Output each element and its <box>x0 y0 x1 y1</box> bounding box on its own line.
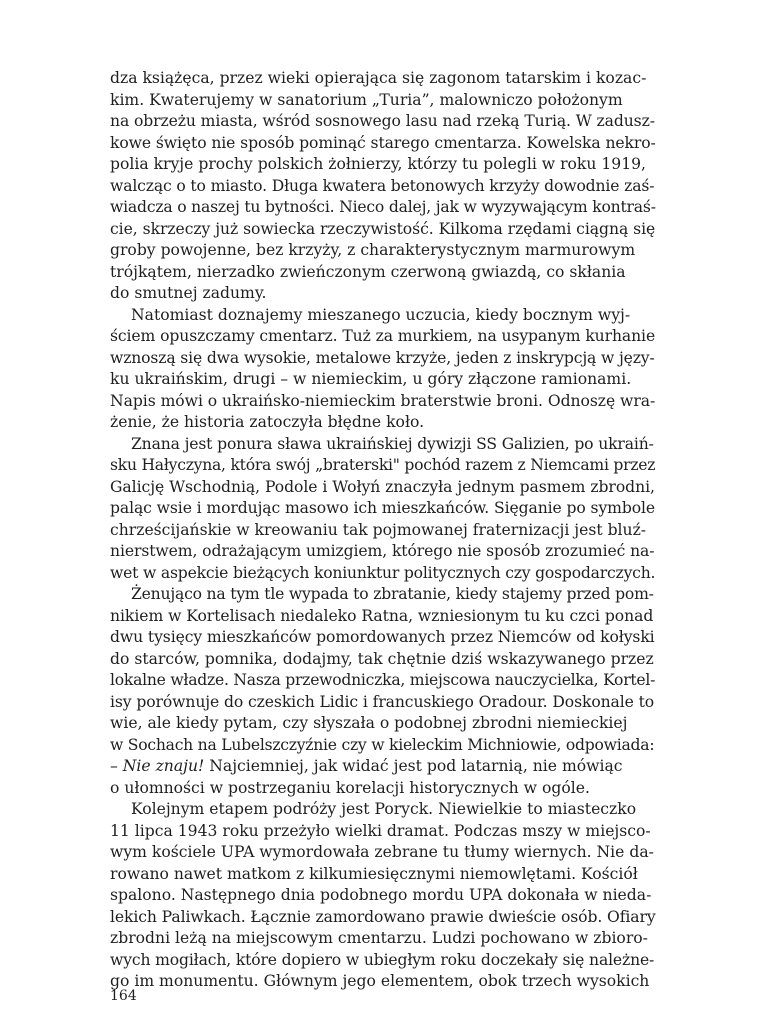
italic-quote: Nie znaju! <box>122 757 205 775</box>
paragraph <box>110 68 656 305</box>
text-line: cie, skrzeczy już sowiecka rzeczywistość. Kilkoma rzędami ciągną się <box>110 219 656 238</box>
quote-line <box>110 756 656 778</box>
text-line: Natomiast doznajemy mieszanego uczucia, kiedy bocznym wyj- <box>131 305 631 324</box>
text-line: polia kryje prochy polskich żołnierzy, którzy tu polegli w roku 1919, <box>110 155 647 173</box>
text-line: wym kościele UPA wymordowała zebrane tu tłumy wiernych. Nie da- <box>110 843 654 861</box>
text-line: isy porównuje do czeskich Lidic i francuskiego Oradour. Doskonale to <box>110 692 655 711</box>
text-line: groby powojenne, bez krzyży, z charakterystycznym marmurowym <box>110 241 636 259</box>
text-line: Kolejnym etapem podróży jest Poryck. Niewielkie to miasteczko <box>131 800 637 818</box>
text-line: ściem opuszczamy cmentarz. Tuż za murkiem, na usypanym kurhanie <box>110 327 656 345</box>
text-line: do smutnej zadumy. <box>110 284 267 302</box>
text-line: ku ukraińskim, drugi – w niemieckim, u góry złączone ramionami. <box>110 370 632 388</box>
paragraph <box>110 799 656 993</box>
text-line: Żenująco na tym tle wypada to zbratanie, kiedy stajemy przed pom- <box>131 585 654 603</box>
text-line: w Sochach na Lubelszczyźnie czy w kieleckim Michniowie, odpowiada: <box>110 735 655 754</box>
text-line: walcząc o to miasto. Długa kwatera betonowych krzyży dowodnie zaś- <box>110 176 655 195</box>
page-number: 164 <box>110 988 137 1004</box>
text-line: do starców, pomnika, dodajmy, tak chętnie dziś wskazywanego przez <box>110 649 654 668</box>
text-line: zbrodni leżą na miejscowym cmentarzu. Ludzi pochowano w zbioro- <box>110 929 648 947</box>
text-line: wznoszą się dwa wysokie, metalowe krzyże, jeden z inskrypcją w języ- <box>110 348 655 367</box>
text-line: wych mogiłach, które dopiero w ubiegłym roku doczekały się należne- <box>110 950 655 969</box>
paragraph <box>110 584 656 799</box>
text-line: wet w aspekcie bieżących koniunktur politycznych czy gospodarczych. <box>110 563 656 582</box>
text-line: spalono. Następnego dnia podobnego mordu UPA dokonała w nieda- <box>110 886 652 904</box>
text-line: kim. Kwaterujemy w sanatorium „Turia”, malowniczo położonym <box>110 90 623 109</box>
text-line: dwu tysięcy mieszkańców pomordowanych przez Niemców od kołyski <box>110 628 655 646</box>
text-line: lekich Paliwkach. Łącznie zamordowano prawie dwieście osób. Ofiary <box>110 907 656 926</box>
text-line: nierstwem, odrażającym umizgiem, którego nie sposób zrozumieć na- <box>110 542 655 560</box>
text-line: kowe święto nie sposób pominąć starego cmentarza. Kowelska nekro- <box>110 133 656 152</box>
text-line: na obrzeżu miasta, wśród sosnowego lasu nad rzeką Turią. W zadusz- <box>110 112 655 130</box>
text-line: lokalne władze. Nasza przewodniczka, miejscowa nauczycielka, Kortel- <box>110 671 656 689</box>
paragraph <box>110 305 656 434</box>
text-line: rowano nawet matkom z kilkumiesięcznymi niemowlętami. Kościół <box>110 864 638 883</box>
text-line: 11 lipca 1943 roku przeżyło wielki dramat. Podczas mszy w miejsco- <box>110 821 651 840</box>
text-line: dza książęca, przez wieki opierająca się zagonom tatarskim i kozac- <box>110 69 647 87</box>
text-line: Galicję Wschodnią, Podole i Wołyń znaczyła jednym pasmem zbrodni, <box>110 477 655 496</box>
text-line: żenie, że historia zatoczyła błędne koło. <box>110 413 425 431</box>
text-line: Napis mówi o ukraińsko-niemieckim braterstwie broni. Odnoszę wra- <box>110 391 656 410</box>
text-line: chrześcijańskie w kreowaniu tak pojmowanej fraternizacji jest bluź- <box>110 520 647 539</box>
text-line: nikiem w Kortelisach niedaleko Ratna, wzniesionym tu ku czci ponad <box>110 606 654 625</box>
dash: – <box>110 757 123 775</box>
text-line: wiadcza o naszej tu bytności. Nieco dalej, jak w wyzywającym kontraś- <box>110 198 656 216</box>
paragraph <box>110 434 656 585</box>
text-line: Znana jest ponura sława ukraińskiej dywizji SS Galizien, po ukraiń- <box>131 434 654 453</box>
text-line: sku Hałyczyna, która swój „braterski" pochód razem z Niemcami przez <box>110 456 656 474</box>
quote-line-rest: Najciemniej, jak widać jest pod latarnią, nie mówiąc <box>204 757 623 775</box>
text-line: o ułomności w postrzeganiu korelacji historycznych w ogóle. <box>110 778 590 797</box>
text-line: wie, ale kiedy pytam, czy słyszała o podobnej zbrodni niemieckiej <box>110 714 628 732</box>
text-line: go im monumentu. Głównym jego elementem, obok trzech wysokich <box>110 972 650 990</box>
text-line: trójkątem, nierzadko zwieńczonym czerwoną gwiazdą, co skłania <box>110 262 626 281</box>
body-text <box>110 68 656 993</box>
text-line: paląc wsie i mordując masowo ich mieszkańców. Sięganie po symbole <box>110 499 656 517</box>
